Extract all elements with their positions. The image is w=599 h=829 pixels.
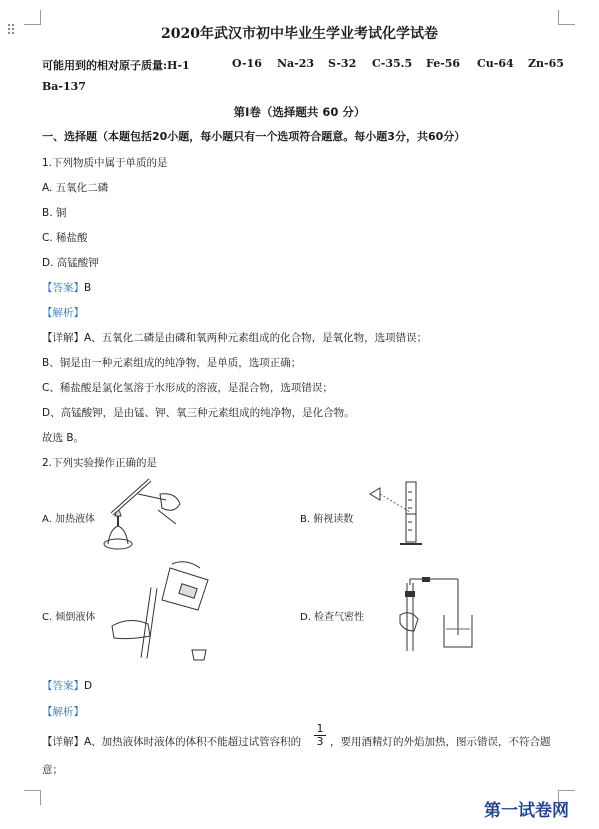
q1-detail-label: 【详解】 <box>42 332 84 344</box>
heating-liquid-figure <box>98 474 188 554</box>
fraction-numerator: 1 <box>314 723 326 736</box>
atomic-mass-o: O-16 <box>232 57 262 70</box>
q1-detail-line-3: C、稀盐酸是氯化氢溶于水形成的溶液，是混合物，选项错误； <box>42 382 333 394</box>
q2-detail-line-1-before <box>42 734 301 749</box>
q1-conclusion: 故选 B。 <box>42 432 85 444</box>
q2-answer <box>42 678 92 693</box>
fraction-one-third <box>314 723 326 748</box>
q2-stem: 2.下列实验操作正确的是 <box>42 457 158 469</box>
q1-option-c: C. 稀盐酸 <box>42 232 88 244</box>
q2-answer-label: 【答案】 <box>42 680 84 692</box>
pouring-liquid-figure <box>110 560 220 668</box>
q2-detail-line-1-after: ，要用酒精灯的外焰加热，图示错误，不符合题 <box>330 736 551 748</box>
brand-watermark: 第一试卷网 <box>484 801 569 821</box>
q2-detail-text-a: A、加热液体时液体的体积不能超过试管容积的 <box>84 736 302 748</box>
q2-analysis-label: 【解析】 <box>42 706 84 718</box>
q1-answer <box>42 280 91 295</box>
q1-answer-value: B <box>84 282 92 294</box>
part-heading: 一、选择题（本题包括20小题，每小题只有一个选项符合题意。每小题3分，共60分） <box>42 130 466 143</box>
q2-detail-label: 【详解】 <box>42 736 84 748</box>
crop-mark-bottom-left <box>24 790 41 805</box>
q2-option-b: B. 俯视读数 <box>300 514 354 525</box>
atomic-mass-fe: Fe-56 <box>426 57 461 70</box>
section-title: 第Ⅰ卷（选择题共 60 分） <box>233 105 366 119</box>
q2-detail-line-2: 意； <box>42 764 63 776</box>
q1-detail-text-a: A、五氧化二磷是由磷和氧两种元素组成的化合物，是氧化物，选项错误； <box>84 332 428 344</box>
q1-detail-line-2: B、铜是由一种元素组成的纯净物，是单质，选项正确； <box>42 357 302 369</box>
q2-option-c: C. 倾倒液体 <box>42 612 96 623</box>
atomic-mass-s: S-32 <box>328 57 357 70</box>
q2-answer-value: D <box>84 680 93 692</box>
q1-detail-line-1 <box>42 330 427 345</box>
atomic-mass-label: 可能用到的相对原子质量:H-1 <box>42 59 190 72</box>
q1-analysis-label: 【解析】 <box>42 307 84 319</box>
q1-answer-label: 【答案】 <box>42 282 84 294</box>
atomic-mass-ba: Ba-137 <box>42 80 86 93</box>
q2-option-d: D. 检查气密性 <box>300 612 365 623</box>
q1-option-d: D. 高锰酸钾 <box>42 257 99 269</box>
drag-handle-icon[interactable]: ⠿ <box>6 23 17 39</box>
cylinder-reading-figure <box>366 478 456 550</box>
atomic-mass-zn: Zn-65 <box>528 57 564 70</box>
atomic-mass-c: C-35.5 <box>372 57 413 70</box>
atomic-mass-na: Na-23 <box>277 57 315 70</box>
airtightness-check-figure <box>396 575 480 657</box>
q1-stem: 1.下列物质中属于单质的是 <box>42 157 168 169</box>
q1-option-a: A. 五氧化二磷 <box>42 182 109 194</box>
atomic-mass-cu: Cu-64 <box>477 57 514 70</box>
q1-option-b: B. 铜 <box>42 207 67 219</box>
q1-detail-line-4: D、高锰酸钾，是由锰、钾、氧三种元素组成的纯净物，是化合物。 <box>42 407 355 419</box>
q2-option-a: A. 加热液体 <box>42 514 96 525</box>
exam-title: 2020年武汉市初中毕业生学业考试化学试卷 <box>161 26 438 42</box>
fraction-denominator: 3 <box>316 735 324 748</box>
